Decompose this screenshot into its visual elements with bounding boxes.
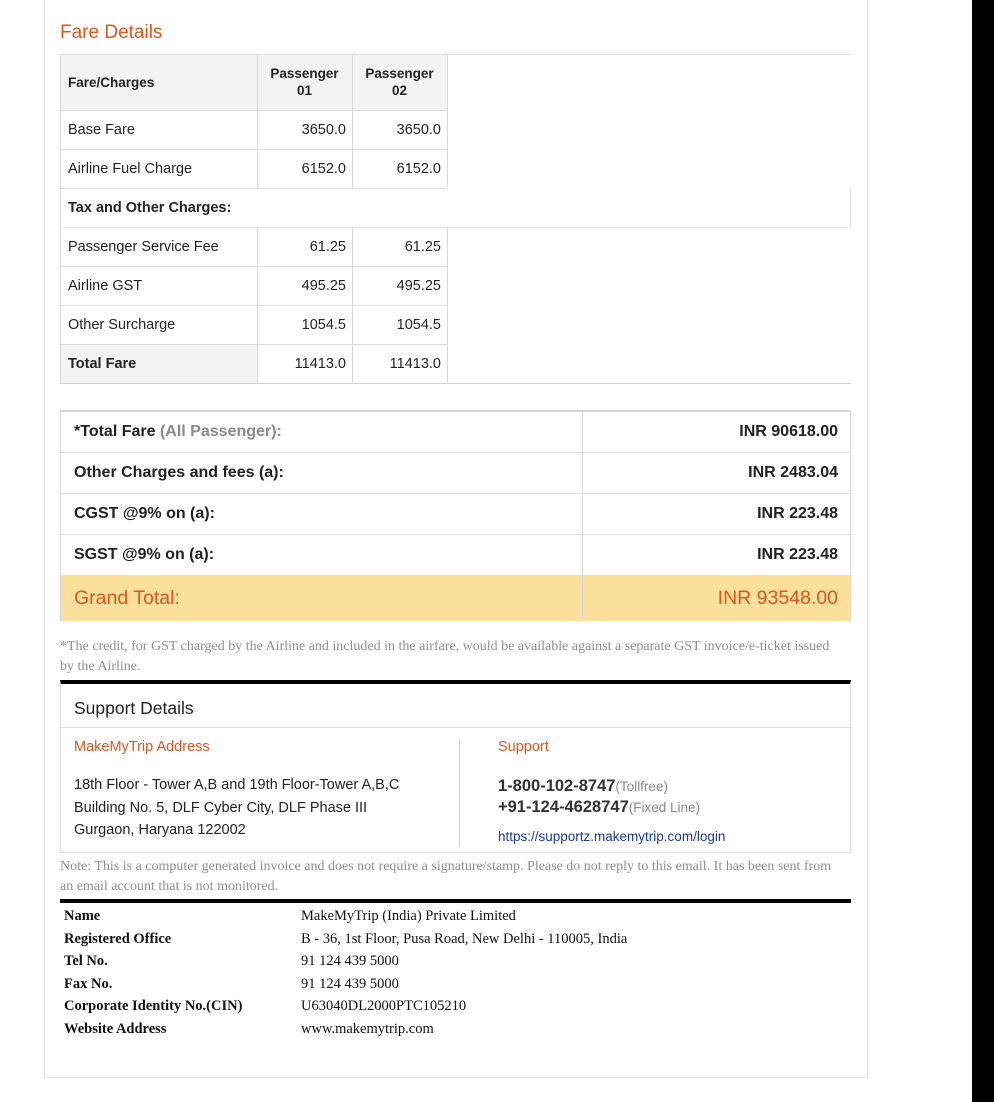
grid-line [352, 54, 353, 188]
grid-line [60, 110, 447, 111]
grid-line [60, 344, 447, 345]
row-p2-value: 1054.5 [396, 316, 441, 333]
fare-header-row [60, 54, 851, 110]
right-edge-bar [972, 0, 994, 1102]
row-label: Passenger Service Fee [68, 238, 219, 255]
company-key: Tel No. [64, 953, 108, 969]
support-details-box [60, 680, 851, 853]
computer-generated-note: Note: This is a computer generated invoice and does not require a signature/stamp. Please do not reply to this email. It has been sent from an email account that is not monitored. [60, 859, 832, 894]
grid-line [257, 54, 258, 188]
header-passenger-01: Passenger 01 [270, 66, 339, 98]
grid-line [60, 305, 447, 306]
company-value[interactable]: www.makemytrip.com [301, 1021, 434, 1037]
grid-line [60, 410, 61, 621]
row-p2-value: 61.25 [404, 238, 441, 255]
header-passenger-02: Passenger 02 [365, 66, 434, 98]
table-row [60, 110, 851, 149]
row-p1-value: 61.25 [309, 238, 346, 255]
row-p2-value: 3650.0 [396, 121, 441, 138]
company-value: 91 124 439 5000 [301, 953, 399, 969]
sgst-value: INR 223.48 [757, 546, 838, 563]
fare-table [60, 54, 851, 385]
grid-line [850, 188, 851, 228]
header-fare-charges: Fare/Charges [68, 74, 155, 90]
row-p1-value: 3650.0 [301, 121, 346, 138]
support-link[interactable]: https://supportz.makemytrip.com/login [498, 829, 726, 844]
other-charges-row [60, 453, 851, 493]
sgst-row [60, 535, 851, 575]
row-label: Base Fare [68, 121, 135, 138]
address-line: Building No. 5, DLF Cyber City, DLF Phase III [74, 799, 368, 816]
row-label: Airline Fuel Charge [68, 160, 193, 177]
address-line: Gurgaon, Haryana 122002 [74, 822, 246, 838]
fixed-number[interactable]: +91-124-4628747 [498, 798, 629, 816]
row-p1-value: 6152.0 [301, 160, 346, 177]
grand-total-value: INR 93548.00 [717, 586, 838, 609]
gst-credit-note: *The credit, for GST charged by the Airline and included in the airfare, would be available against a separate GST invoice/e-ticket issued by the Airline. [60, 639, 830, 674]
cgst-value: INR 223.48 [757, 505, 838, 522]
grid-line [352, 227, 353, 384]
company-value: U63040DL2000PTC105210 [301, 998, 467, 1014]
grid-line [60, 149, 447, 150]
support-column-divider [459, 740, 460, 847]
company-key: Name [64, 908, 101, 924]
other-charges-label: Other Charges and fees (a): [74, 464, 284, 481]
tollfree-line [498, 777, 668, 796]
grid-line [60, 227, 851, 228]
grid-line [60, 266, 447, 267]
grid-line [447, 227, 448, 384]
totals-table [60, 410, 851, 621]
company-divider [60, 899, 851, 903]
total-fare-all-row [60, 411, 851, 452]
row-p2-value: 495.25 [396, 277, 441, 294]
row-p2-value: 6152.0 [396, 160, 441, 177]
row-p1-value: 495.25 [301, 277, 346, 294]
total-fare-p2: 11413.0 [389, 356, 441, 372]
company-value: MakeMyTrip (India) Private Limited [301, 908, 516, 924]
row-p1-value: 1054.5 [301, 316, 346, 333]
row-label: Airline GST [68, 277, 143, 294]
grid-line [60, 54, 851, 55]
total-fare-all-prefix: *Total Fare [74, 422, 156, 440]
grid-line [582, 410, 583, 621]
company-value: B - 36, 1st Floor, Pusa Road, New Delhi - 110005, India [301, 931, 628, 947]
cgst-label: CGST @9% on (a): [74, 505, 215, 522]
grid-line [850, 410, 851, 621]
fixed-line [498, 798, 700, 817]
address-line: 18th Floor - Tower A,B and 19th Floor-Tower A,B,C [74, 777, 400, 793]
fare-details-title: Fare Details [60, 22, 163, 43]
grand-total-row [60, 575, 851, 621]
grand-total-label: Grand Total: [74, 586, 180, 609]
tollfree-note: (Tollfree) [615, 779, 668, 794]
total-fare-all-suffix: (All Passenger): [159, 422, 282, 440]
table-row [60, 305, 851, 344]
table-row [60, 227, 851, 266]
company-key: Registered Office [64, 931, 172, 947]
company-value: 91 124 439 5000 [301, 976, 399, 992]
sgst-label: SGST @9% on (a): [74, 546, 215, 563]
company-key: Corporate Identity No.(CIN) [64, 998, 243, 1014]
other-charges-value: INR 2483.04 [748, 464, 838, 481]
grid-line [60, 54, 61, 384]
support-divider [61, 727, 850, 728]
grid-line [257, 227, 258, 384]
support-title: Support [498, 739, 549, 755]
row-label: Other Surcharge [68, 316, 176, 333]
support-details-heading: Support Details [74, 698, 194, 718]
total-fare-all-value: INR 90618.00 [739, 422, 838, 440]
total-fare-label: Total Fare [68, 356, 137, 372]
company-key: Website Address [64, 1021, 167, 1037]
fixed-note: (Fixed Line) [628, 800, 701, 815]
cgst-row [60, 494, 851, 534]
grid-line [60, 188, 447, 189]
total-fare-p1: 11413.0 [294, 356, 346, 372]
grid-line [60, 383, 851, 384]
company-key: Fax No. [64, 976, 113, 992]
table-row [60, 266, 851, 305]
tollfree-number[interactable]: 1-800-102-8747 [498, 777, 616, 795]
address-title: MakeMyTrip Address [74, 739, 210, 755]
total-fare-all-label [74, 411, 282, 452]
tax-section-row [60, 188, 851, 227]
total-fare-row [60, 344, 851, 384]
tax-section-label: Tax and Other Charges: [68, 199, 232, 216]
address-block [74, 774, 399, 842]
table-row [60, 149, 851, 188]
grid-line [447, 54, 448, 188]
